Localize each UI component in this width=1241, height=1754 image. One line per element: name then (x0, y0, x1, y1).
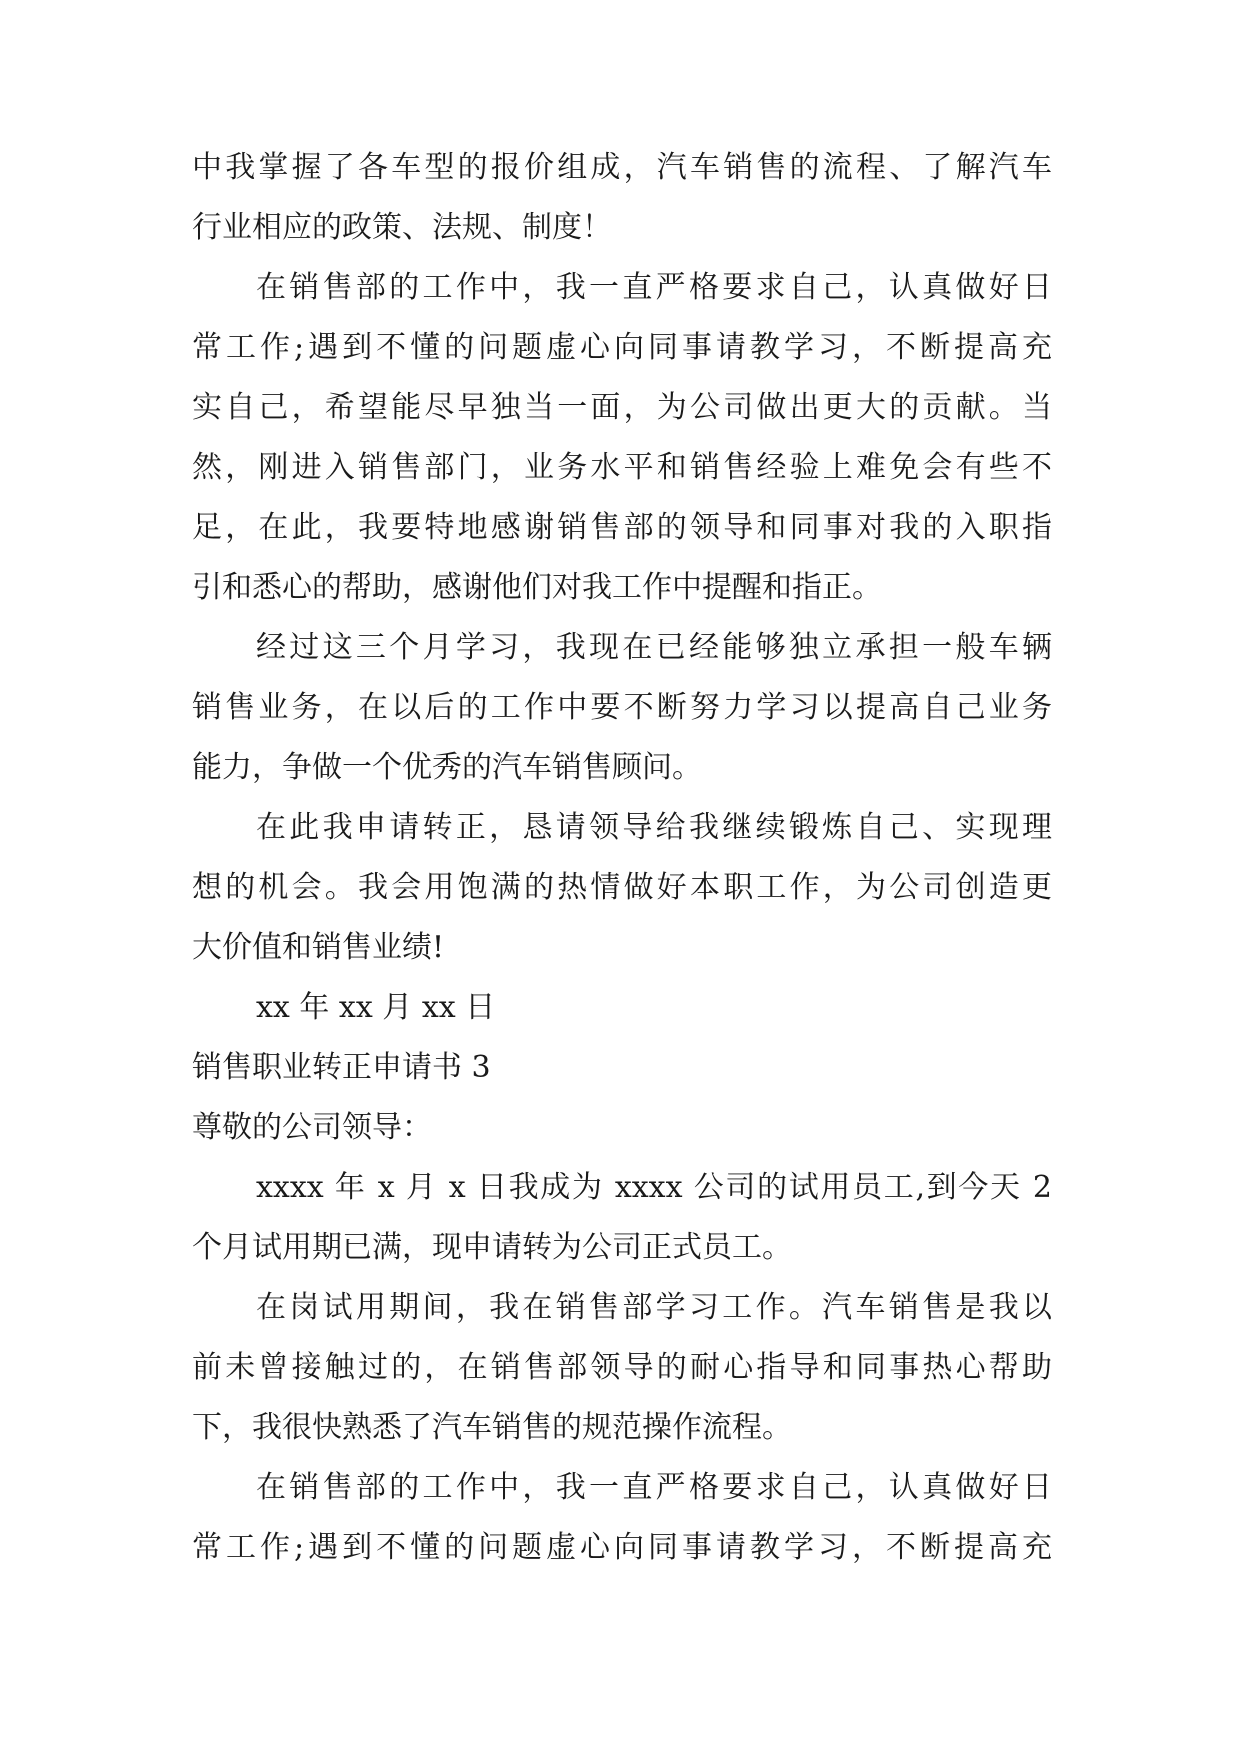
paragraph-line: 中我掌握了各车型的报价组成，汽车销售的流程、了解汽车 (192, 150, 1052, 185)
paragraph-line: 足，在此，我要特地感谢销售部的领导和同事对我的入职指 (192, 510, 1052, 545)
paragraph-line: 下，我很快熟悉了汽车销售的规范操作流程。 (192, 1410, 792, 1445)
paragraph-line: 在此我申请转正，恳请领导给我继续锻炼自己、实现理 (256, 810, 1052, 845)
paragraph-line: 行业相应的政策、法规、制度！ (192, 210, 612, 245)
paragraph-line: xxxx 年 x 月 x 日我成为 xxxx 公司的试用员工,到今天 2 (256, 1170, 1052, 1205)
section-title: 销售职业转正申请书 3 (192, 1050, 491, 1085)
date-line: xx 年 xx 月 xx 日 (256, 990, 496, 1025)
paragraph-line: 想的机会。我会用饱满的热情做好本职工作，为公司创造更 (192, 870, 1052, 905)
paragraph-line: 然，刚进入销售部门，业务水平和销售经验上难免会有些不 (192, 450, 1052, 485)
paragraph-line: 引和悉心的帮助，感谢他们对我工作中提醒和指正。 (192, 570, 882, 605)
paragraph-line: 常工作;遇到不懂的问题虚心向同事请教学习，不断提高充 (192, 330, 1052, 365)
paragraph-line: 常工作;遇到不懂的问题虚心向同事请教学习，不断提高充 (192, 1530, 1052, 1565)
paragraph-line: 在岗试用期间，我在销售部学习工作。汽车销售是我以 (256, 1290, 1052, 1325)
paragraph-line: 在销售部的工作中，我一直严格要求自己，认真做好日 (256, 270, 1052, 305)
paragraph-line: 大价值和销售业绩! (192, 930, 445, 965)
paragraph-line: 前未曾接触过的，在销售部领导的耐心指导和同事热心帮助 (192, 1350, 1052, 1385)
paragraph-line: 实自己，希望能尽早独当一面，为公司做出更大的贡献。当 (192, 390, 1052, 425)
paragraph-line: 销售业务，在以后的工作中要不断努力学习以提高自己业务 (192, 690, 1052, 725)
paragraph-line: 能力，争做一个优秀的汽车销售顾问。 (192, 750, 702, 785)
paragraph-line: 个月试用期已满，现申请转为公司正式员工。 (192, 1230, 792, 1265)
salutation: 尊敬的公司领导： (192, 1110, 432, 1145)
paragraph-line: 在销售部的工作中，我一直严格要求自己，认真做好日 (256, 1470, 1052, 1505)
paragraph-line: 经过这三个月学习，我现在已经能够独立承担一般车辆 (256, 630, 1052, 665)
